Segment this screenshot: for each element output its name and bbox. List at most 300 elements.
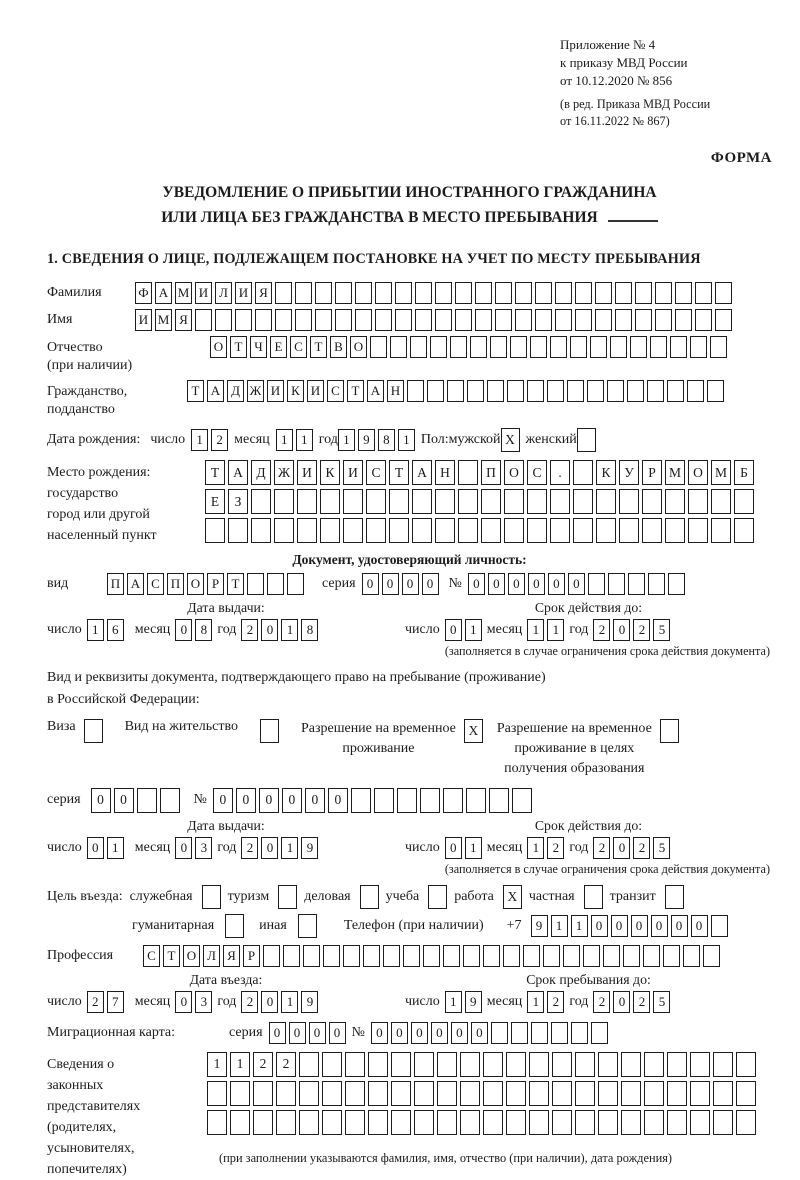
char-cell[interactable]: О [688,460,708,485]
char-cell[interactable]: 0 [269,1022,286,1044]
char-cell[interactable] [335,282,352,304]
char-cell[interactable] [552,1081,572,1106]
char-cell[interactable] [295,309,312,331]
char-cell[interactable]: 0 [468,573,485,595]
char-cell[interactable]: 0 [261,991,278,1013]
char-cell[interactable]: 9 [358,429,375,451]
char-cell[interactable] [435,309,452,331]
char-cell[interactable] [621,1081,641,1106]
char-cell[interactable] [423,945,440,967]
purpose-work-checkbox[interactable]: X [503,885,522,909]
char-cell[interactable] [345,1110,365,1135]
char-cell[interactable] [688,489,708,514]
char-cell[interactable]: 0 [568,573,585,595]
char-cell[interactable] [437,1052,457,1077]
char-cell[interactable]: Я [255,282,272,304]
char-cell[interactable] [383,945,400,967]
char-cell[interactable]: 1 [230,1052,250,1077]
char-cell[interactable] [655,309,672,331]
char-cell[interactable] [483,945,500,967]
char-cell[interactable] [205,518,225,543]
char-cell[interactable]: 1 [465,619,482,641]
permit-valid-month-cells[interactable] [527,837,564,859]
char-cell[interactable] [215,309,232,331]
char-cell[interactable] [615,309,632,331]
char-cell[interactable] [275,309,292,331]
char-cell[interactable] [644,1081,664,1106]
char-cell[interactable] [628,573,645,595]
char-cell[interactable] [320,489,340,514]
char-cell[interactable] [690,336,707,358]
char-cell[interactable] [550,489,570,514]
char-cell[interactable] [450,336,467,358]
char-cell[interactable]: 0 [261,837,278,859]
char-cell[interactable] [414,1081,434,1106]
char-cell[interactable]: 5 [653,837,670,859]
char-cell[interactable] [635,282,652,304]
char-cell[interactable] [460,1110,480,1135]
char-cell[interactable] [467,380,484,402]
char-cell[interactable] [491,1022,508,1044]
char-cell[interactable] [547,380,564,402]
birth-place-line1[interactable] [205,460,754,485]
char-cell[interactable] [610,336,627,358]
permit-valid-year-cells[interactable] [593,837,670,859]
char-cell[interactable] [315,282,332,304]
char-cell[interactable] [535,282,552,304]
char-cell[interactable]: 0 [411,1022,428,1044]
char-cell[interactable] [368,1052,388,1077]
char-cell[interactable] [715,282,732,304]
char-cell[interactable] [435,489,455,514]
char-cell[interactable]: 1 [191,429,208,451]
char-cell[interactable] [575,282,592,304]
char-cell[interactable] [345,1081,365,1106]
char-cell[interactable]: 0 [382,573,399,595]
char-cell[interactable]: 2 [633,837,650,859]
char-cell[interactable]: 6 [107,619,124,641]
char-cell[interactable] [667,1081,687,1106]
char-cell[interactable] [395,282,412,304]
char-cell[interactable]: 0 [508,573,525,595]
char-cell[interactable] [736,1110,756,1135]
char-cell[interactable] [483,1052,503,1077]
char-cell[interactable] [675,309,692,331]
char-cell[interactable]: . [550,460,570,485]
char-cell[interactable] [195,309,212,331]
char-cell[interactable]: С [327,380,344,402]
char-cell[interactable] [335,309,352,331]
char-cell[interactable]: Т [389,460,409,485]
valid-year-cells[interactable] [593,619,670,641]
char-cell[interactable] [642,518,662,543]
char-cell[interactable] [410,336,427,358]
char-cell[interactable] [414,1110,434,1135]
char-cell[interactable] [230,1081,250,1106]
char-cell[interactable] [475,282,492,304]
valid-month-cells[interactable] [527,619,564,641]
char-cell[interactable] [591,1022,608,1044]
char-cell[interactable] [503,945,520,967]
char-cell[interactable]: Б [734,460,754,485]
char-cell[interactable] [642,489,662,514]
char-cell[interactable]: Т [163,945,180,967]
char-cell[interactable] [487,380,504,402]
char-cell[interactable]: А [207,380,224,402]
char-cell[interactable]: 2 [593,837,610,859]
char-cell[interactable]: Д [251,460,271,485]
migration-series-cells[interactable] [269,1022,346,1044]
char-cell[interactable] [343,489,363,514]
char-cell[interactable] [734,518,754,543]
char-cell[interactable]: 9 [531,915,548,937]
residence-permit-checkbox[interactable] [260,719,279,743]
char-cell[interactable] [630,336,647,358]
char-cell[interactable] [322,1052,342,1077]
char-cell[interactable]: 0 [289,1022,306,1044]
char-cell[interactable] [563,945,580,967]
stay-year-cells[interactable] [593,991,670,1013]
char-cell[interactable]: Р [207,573,224,595]
char-cell[interactable] [675,282,692,304]
char-cell[interactable]: Ф [135,282,152,304]
purpose-humanitarian-checkbox[interactable] [225,914,244,938]
char-cell[interactable] [663,945,680,967]
representatives-line2[interactable] [207,1081,756,1106]
phone-cells[interactable] [531,915,728,937]
char-cell[interactable]: 1 [465,837,482,859]
char-cell[interactable] [355,309,372,331]
char-cell[interactable] [707,380,724,402]
char-cell[interactable]: А [412,460,432,485]
char-cell[interactable] [650,336,667,358]
char-cell[interactable] [274,518,294,543]
char-cell[interactable] [414,1052,434,1077]
char-cell[interactable] [713,1081,733,1106]
char-cell[interactable]: 0 [528,573,545,595]
char-cell[interactable]: И [267,380,284,402]
char-cell[interactable] [415,309,432,331]
char-cell[interactable]: 5 [653,991,670,1013]
char-cell[interactable] [466,788,486,813]
char-cell[interactable]: 0 [431,1022,448,1044]
char-cell[interactable]: 0 [488,573,505,595]
char-cell[interactable] [375,282,392,304]
char-cell[interactable] [695,309,712,331]
char-cell[interactable]: 0 [87,837,104,859]
char-cell[interactable]: О [210,336,227,358]
char-cell[interactable]: 0 [651,915,668,937]
char-cell[interactable] [415,282,432,304]
char-cell[interactable] [506,1081,526,1106]
char-cell[interactable]: 1 [281,619,298,641]
char-cell[interactable] [734,489,754,514]
char-cell[interactable] [251,518,271,543]
char-cell[interactable]: 2 [547,837,564,859]
char-cell[interactable]: 0 [548,573,565,595]
birth-month-cells[interactable] [276,429,313,451]
char-cell[interactable] [443,945,460,967]
char-cell[interactable]: А [127,573,144,595]
permit-issue-year-cells[interactable] [241,837,318,859]
char-cell[interactable] [253,1110,273,1135]
char-cell[interactable]: С [290,336,307,358]
char-cell[interactable]: З [228,489,248,514]
char-cell[interactable] [667,1110,687,1135]
char-cell[interactable]: 0 [613,619,630,641]
temporary-residence-checkbox[interactable]: X [464,719,483,743]
char-cell[interactable]: Т [310,336,327,358]
char-cell[interactable] [608,573,625,595]
char-cell[interactable] [690,1052,710,1077]
purpose-transit-checkbox[interactable] [665,885,684,909]
char-cell[interactable] [368,1110,388,1135]
char-cell[interactable]: Ж [274,460,294,485]
char-cell[interactable] [555,282,572,304]
char-cell[interactable] [483,1081,503,1106]
permit-valid-day-cells[interactable] [445,837,482,859]
char-cell[interactable] [137,788,157,813]
char-cell[interactable] [276,1081,296,1106]
char-cell[interactable]: 5 [653,619,670,641]
char-cell[interactable]: 0 [175,991,192,1013]
char-cell[interactable] [403,945,420,967]
char-cell[interactable]: П [481,460,501,485]
char-cell[interactable] [687,380,704,402]
char-cell[interactable] [550,336,567,358]
char-cell[interactable] [688,518,708,543]
char-cell[interactable]: 7 [107,991,124,1013]
char-cell[interactable] [251,489,271,514]
char-cell[interactable] [527,489,547,514]
issue-year-cells[interactable] [241,619,318,641]
permit-number-cells[interactable] [213,788,532,813]
char-cell[interactable] [507,380,524,402]
char-cell[interactable] [297,489,317,514]
char-cell[interactable] [420,788,440,813]
char-cell[interactable]: 3 [195,837,212,859]
char-cell[interactable] [375,309,392,331]
char-cell[interactable] [455,309,472,331]
char-cell[interactable] [247,573,264,595]
char-cell[interactable]: 0 [175,837,192,859]
char-cell[interactable]: Ч [250,336,267,358]
char-cell[interactable] [575,1081,595,1106]
migration-number-cells[interactable] [371,1022,608,1044]
char-cell[interactable] [711,518,731,543]
char-cell[interactable]: К [287,380,304,402]
char-cell[interactable] [515,309,532,331]
char-cell[interactable] [458,518,478,543]
char-cell[interactable] [715,309,732,331]
char-cell[interactable] [160,788,180,813]
char-cell[interactable] [596,489,616,514]
char-cell[interactable]: 0 [445,837,462,859]
purpose-tourism-checkbox[interactable] [278,885,297,909]
char-cell[interactable]: М [155,309,172,331]
char-cell[interactable] [228,518,248,543]
profession-cells[interactable] [143,945,720,967]
char-cell[interactable] [374,788,394,813]
char-cell[interactable]: Л [215,282,232,304]
char-cell[interactable] [615,282,632,304]
char-cell[interactable] [276,1110,296,1135]
char-cell[interactable]: 1 [571,915,588,937]
char-cell[interactable] [575,1052,595,1077]
char-cell[interactable] [573,460,593,485]
char-cell[interactable] [363,945,380,967]
char-cell[interactable]: П [167,573,184,595]
char-cell[interactable] [575,1110,595,1135]
char-cell[interactable] [274,489,294,514]
char-cell[interactable]: 0 [309,1022,326,1044]
male-checkbox[interactable]: X [501,428,520,452]
char-cell[interactable]: А [228,460,248,485]
char-cell[interactable] [255,309,272,331]
char-cell[interactable]: 0 [591,915,608,937]
char-cell[interactable]: 0 [691,915,708,937]
education-residence-checkbox[interactable] [660,719,679,743]
char-cell[interactable] [460,1081,480,1106]
char-cell[interactable]: И [297,460,317,485]
char-cell[interactable] [511,1022,528,1044]
char-cell[interactable]: 0 [362,573,379,595]
char-cell[interactable]: Т [227,573,244,595]
char-cell[interactable] [303,945,320,967]
char-cell[interactable] [475,309,492,331]
char-cell[interactable]: 1 [107,837,124,859]
char-cell[interactable] [267,573,284,595]
char-cell[interactable]: 1 [276,429,293,451]
char-cell[interactable]: 0 [213,788,233,813]
char-cell[interactable] [648,573,665,595]
char-cell[interactable] [635,309,652,331]
char-cell[interactable]: 2 [241,991,258,1013]
char-cell[interactable] [395,309,412,331]
char-cell[interactable] [713,1052,733,1077]
char-cell[interactable]: В [330,336,347,358]
char-cell[interactable] [481,489,501,514]
char-cell[interactable] [460,1052,480,1077]
char-cell[interactable]: 1 [296,429,313,451]
char-cell[interactable]: С [527,460,547,485]
char-cell[interactable] [263,945,280,967]
char-cell[interactable] [351,788,371,813]
char-cell[interactable] [668,573,685,595]
char-cell[interactable] [595,282,612,304]
char-cell[interactable] [495,282,512,304]
char-cell[interactable]: 0 [114,788,134,813]
char-cell[interactable]: 1 [281,837,298,859]
permit-issue-day-cells[interactable] [87,837,124,859]
purpose-other-checkbox[interactable] [298,914,317,938]
given-name-cells[interactable] [135,309,732,331]
char-cell[interactable] [690,1110,710,1135]
char-cell[interactable]: 0 [613,837,630,859]
char-cell[interactable] [527,380,544,402]
char-cell[interactable] [390,336,407,358]
char-cell[interactable]: 2 [87,991,104,1013]
char-cell[interactable] [567,380,584,402]
char-cell[interactable] [275,282,292,304]
char-cell[interactable] [623,945,640,967]
char-cell[interactable]: 1 [207,1052,227,1077]
issue-month-cells[interactable] [175,619,212,641]
representatives-line1[interactable] [207,1052,756,1077]
char-cell[interactable]: 1 [547,619,564,641]
char-cell[interactable]: Д [227,380,244,402]
char-cell[interactable] [287,573,304,595]
char-cell[interactable] [670,336,687,358]
valid-day-cells[interactable] [445,619,482,641]
char-cell[interactable] [667,1052,687,1077]
char-cell[interactable] [551,1022,568,1044]
char-cell[interactable]: 9 [301,991,318,1013]
char-cell[interactable]: И [135,309,152,331]
char-cell[interactable]: 1 [398,429,415,451]
char-cell[interactable] [531,1022,548,1044]
birth-place-line3[interactable] [205,518,754,543]
char-cell[interactable] [506,1110,526,1135]
birth-year-cells[interactable] [338,429,415,451]
char-cell[interactable] [690,1081,710,1106]
char-cell[interactable] [619,518,639,543]
char-cell[interactable] [515,282,532,304]
char-cell[interactable]: 2 [276,1052,296,1077]
char-cell[interactable] [435,518,455,543]
char-cell[interactable]: 8 [195,619,212,641]
char-cell[interactable]: А [367,380,384,402]
entry-day-cells[interactable] [87,991,124,1013]
char-cell[interactable] [391,1110,411,1135]
char-cell[interactable] [483,1110,503,1135]
doc-number-cells[interactable] [468,573,685,595]
char-cell[interactable] [295,282,312,304]
char-cell[interactable] [430,336,447,358]
char-cell[interactable] [527,518,547,543]
char-cell[interactable]: Т [230,336,247,358]
char-cell[interactable] [550,518,570,543]
purpose-official-checkbox[interactable] [202,885,221,909]
char-cell[interactable]: О [183,945,200,967]
char-cell[interactable]: Т [205,460,225,485]
char-cell[interactable]: Л [203,945,220,967]
char-cell[interactable] [665,518,685,543]
entry-year-cells[interactable] [241,991,318,1013]
char-cell[interactable] [489,788,509,813]
char-cell[interactable]: С [143,945,160,967]
char-cell[interactable]: 0 [259,788,279,813]
birth-place-line2[interactable] [205,489,754,514]
char-cell[interactable] [711,489,731,514]
char-cell[interactable] [695,282,712,304]
char-cell[interactable]: 2 [633,619,650,641]
char-cell[interactable] [575,309,592,331]
char-cell[interactable]: Я [175,309,192,331]
char-cell[interactable] [598,1052,618,1077]
char-cell[interactable] [253,1081,273,1106]
char-cell[interactable]: 0 [261,619,278,641]
char-cell[interactable]: 0 [328,788,348,813]
char-cell[interactable] [207,1110,227,1135]
char-cell[interactable] [463,945,480,967]
stay-day-cells[interactable] [445,991,482,1013]
stay-month-cells[interactable] [527,991,564,1013]
char-cell[interactable]: 1 [527,619,544,641]
char-cell[interactable] [506,1052,526,1077]
char-cell[interactable]: Н [387,380,404,402]
char-cell[interactable] [596,518,616,543]
